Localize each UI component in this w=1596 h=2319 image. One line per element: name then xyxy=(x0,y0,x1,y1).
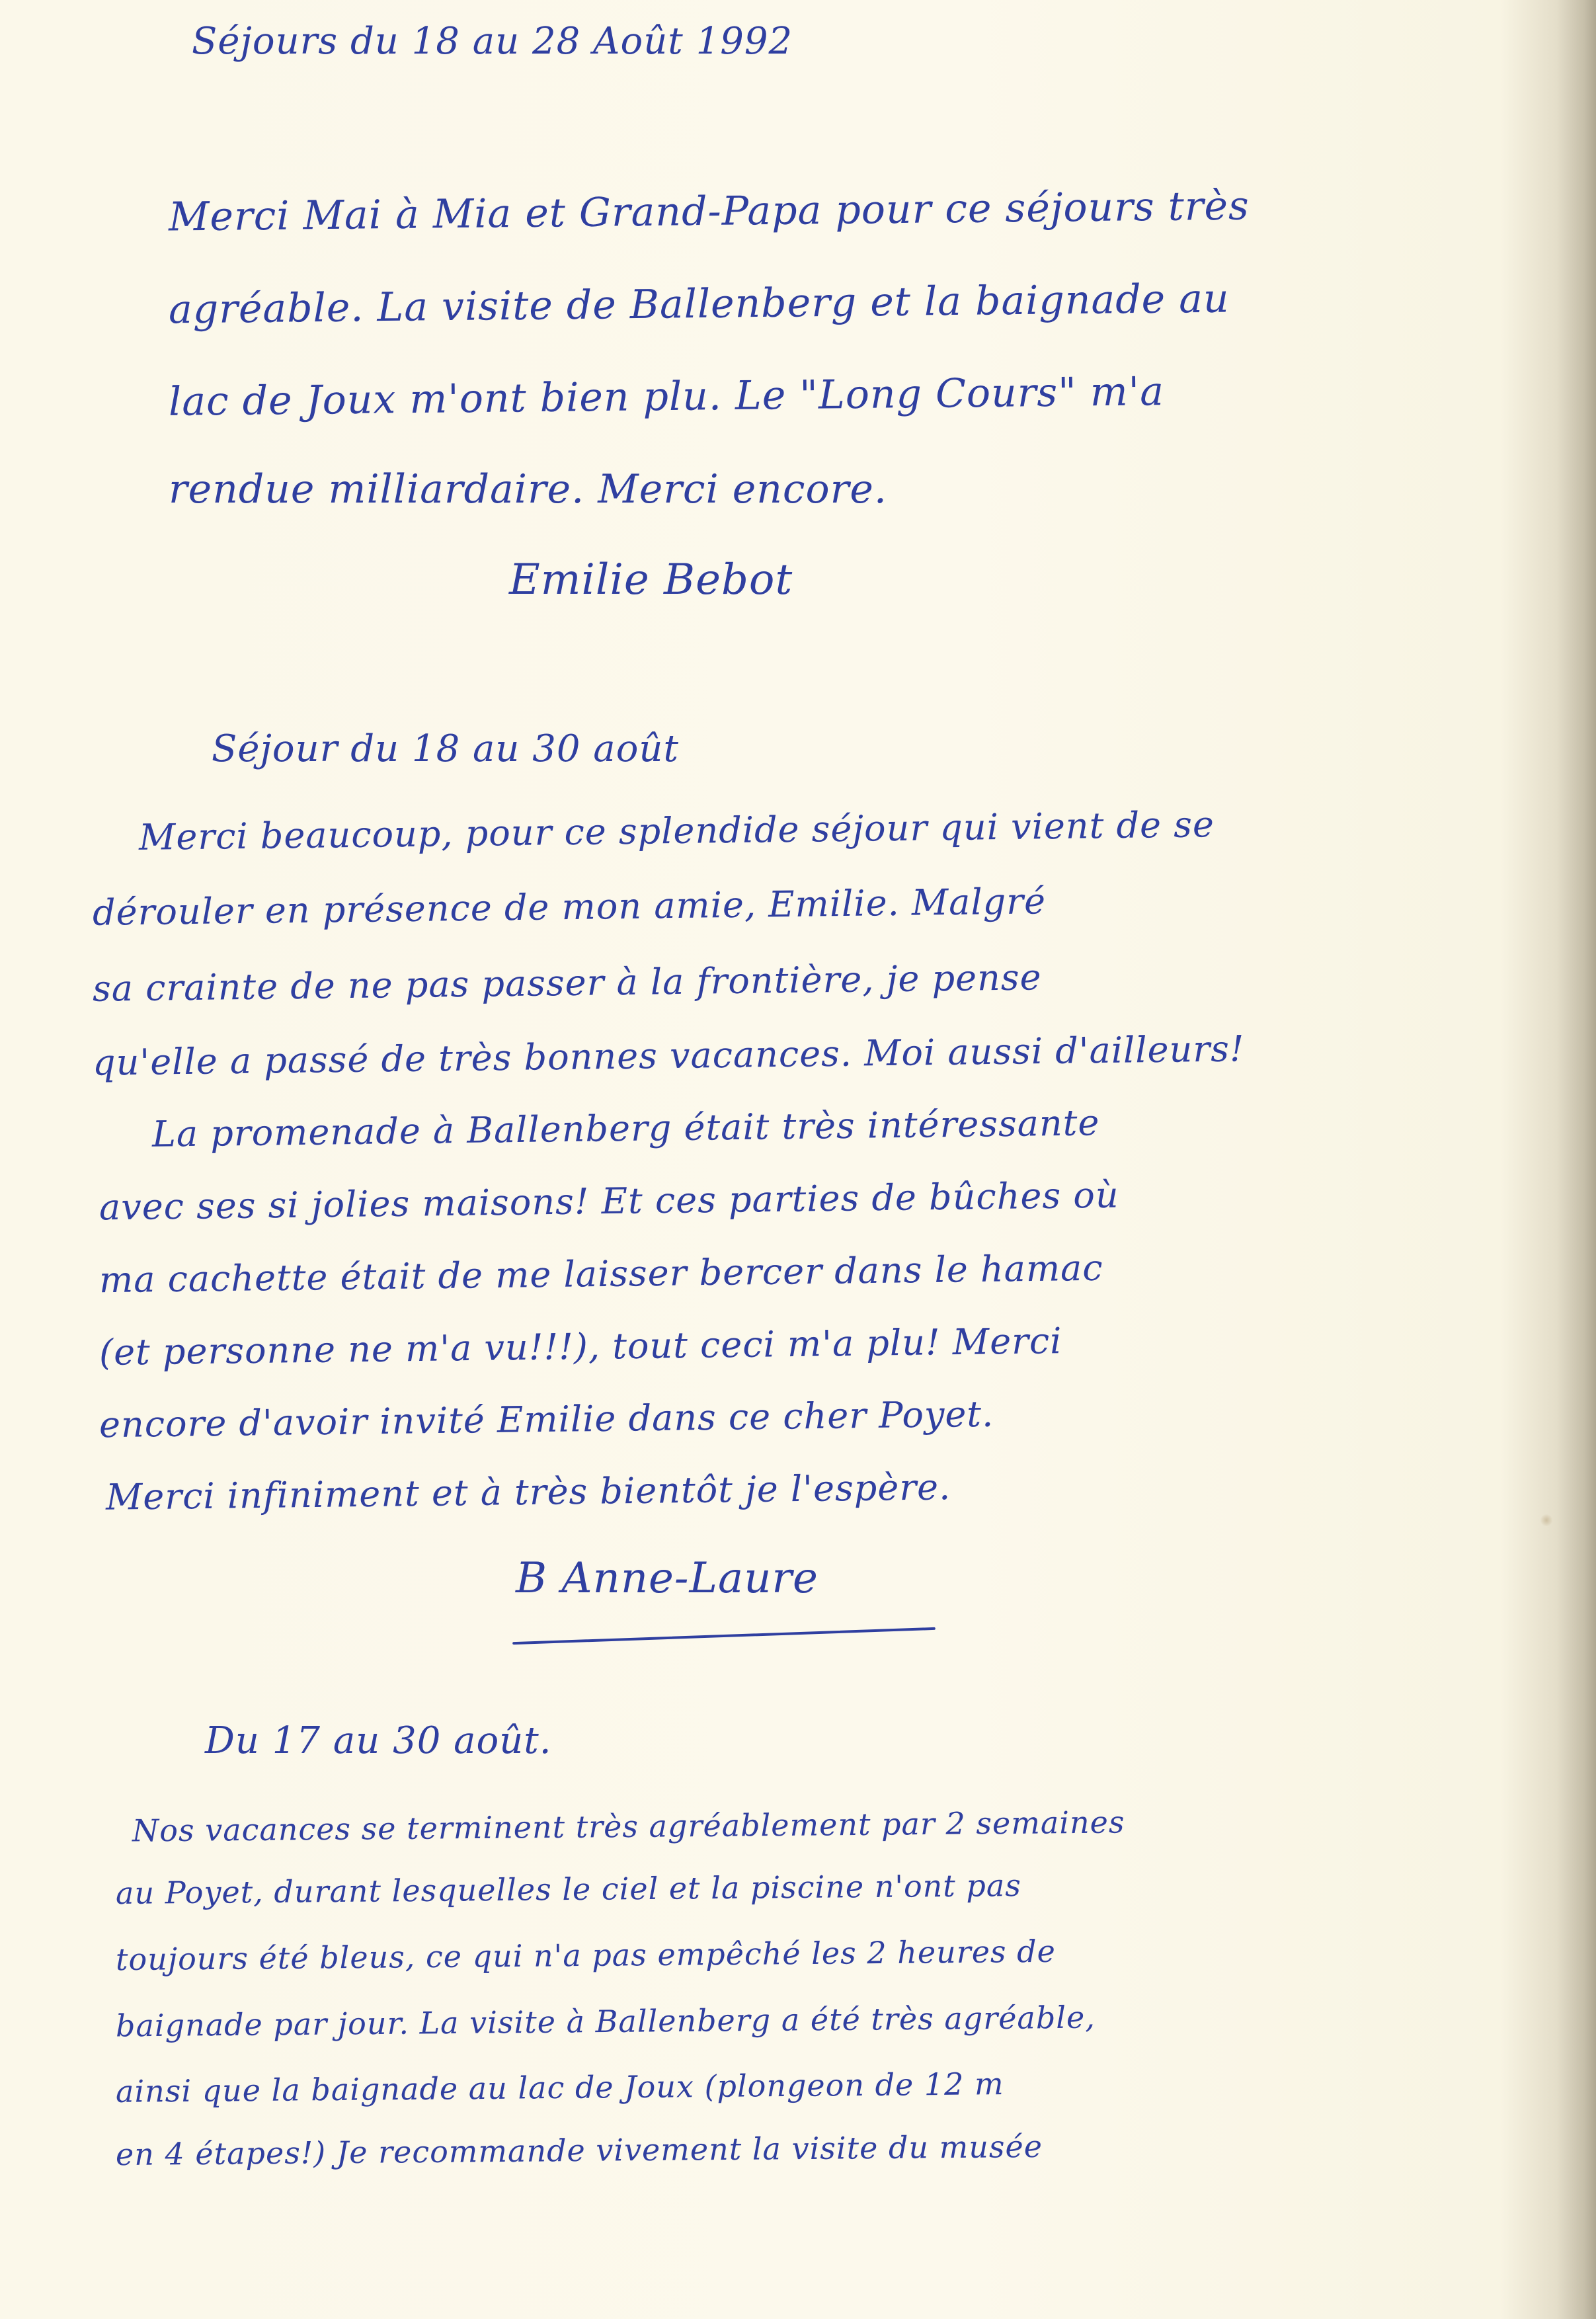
entry3-heading: Du 17 au 30 août. xyxy=(205,1719,552,1762)
entry1-line: Merci Mai à Mia et Grand-Papa pour ce séjours très xyxy=(168,183,1250,241)
signature-underline xyxy=(512,1627,936,1645)
entry2-line: dérouler en présence de mon amie, Emilie. Malgré xyxy=(92,880,1047,934)
entry3-line: Nos vacances se terminent très agréablement par 2 semaines xyxy=(132,1804,1125,1849)
entry3-line: ainsi que la baignade au lac de Joux (plongeon de 12 m xyxy=(115,2066,1004,2109)
entry2-line: qu'elle a passé de très bonnes vacances. Moi aussi d'ailleurs! xyxy=(92,1028,1245,1084)
entry3-line: au Poyet, durant lesquelles le ciel et la piscine n'ont pas xyxy=(115,1867,1022,1911)
entry2-line: ma cachette était de me laisser bercer dans le hamac xyxy=(99,1246,1103,1301)
entry1-line: rendue milliardaire. Merci encore. xyxy=(169,466,887,512)
entry1-line: agréable. La visite de Ballenberg et la baignade au xyxy=(168,275,1230,333)
entry2-heading: Séjour du 18 au 30 août xyxy=(212,727,679,770)
entry2-signature: B Anne-Laure xyxy=(516,1554,818,1603)
entry2-line: Merci infiniment et à très bientôt je l'espère. xyxy=(105,1466,951,1518)
entry3-line: baignade par jour. La visite à Ballenberg a été très agréable, xyxy=(115,1999,1096,2044)
paper-stain xyxy=(1540,1514,1552,1526)
entry1-signature: Emilie Bebot xyxy=(509,555,793,604)
entry2-line: (et personne ne m'a vu!!!), tout ceci m'a plu! Merci xyxy=(99,1320,1062,1373)
entry3-line: toujours été bleus, ce qui n'a pas empêché les 2 heures de xyxy=(115,1933,1057,1978)
entry2-line: Merci beaucoup, pour ce splendide séjour qui vient de se xyxy=(138,803,1215,858)
entry2-line: La promenade à Ballenberg était très intéressante xyxy=(151,1102,1100,1155)
entry1-heading: Séjours du 18 au 28 Août 1992 xyxy=(192,20,793,63)
entry2-line: sa crainte de ne pas passer à la frontière, je pense xyxy=(92,956,1042,1010)
entry2-line: encore d'avoir invité Emilie dans ce cher Poyet. xyxy=(99,1393,994,1446)
page-edge-shadow xyxy=(1556,0,1596,2319)
entry3-line: en 4 étapes!) Je recommande vivement la visite du musée xyxy=(115,2128,1043,2173)
entry2-line: avec ses si jolies maisons! Et ces parties de bûches où xyxy=(99,1174,1119,1229)
entry1-line: lac de Joux m'ont bien plu. Le "Long Cours" m'a xyxy=(168,368,1165,425)
